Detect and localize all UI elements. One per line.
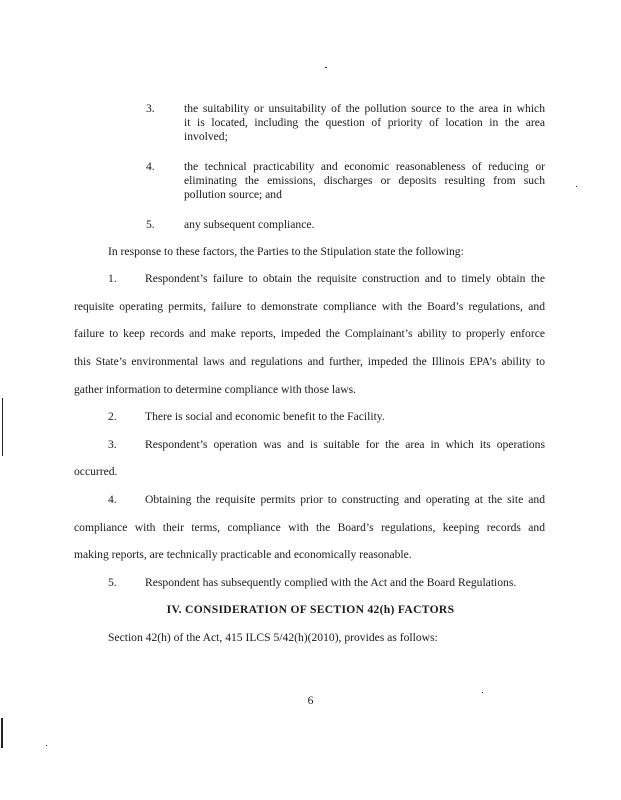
para-line: occurred. (74, 465, 118, 478)
list-line: eliminating the emissions, discharges or deposits resulting from such (184, 174, 545, 187)
para-number: 2. (108, 410, 117, 423)
list-line: it is located, including the question of priority of location in the area (184, 116, 545, 129)
para-line: failure to keep records and make reports, impeded the Complainant’s ability to properly enforce (74, 327, 545, 340)
para-number: 4. (108, 493, 117, 506)
para-line: There is social and economic benefit to the Facility. (145, 410, 385, 423)
scan-speck (482, 692, 483, 693)
list-line: involved; (184, 130, 228, 143)
list-line: the suitability or unsuitability of the pollution source to the area in which (184, 102, 545, 115)
scan-speck (576, 186, 577, 187)
page-number: 6 (307, 694, 314, 707)
para-line: compliance with their terms, compliance with the Board’s regulations, keeping records and (74, 521, 545, 534)
para-line: Obtaining the requisite permits prior to constructing and operating at the site and (145, 493, 545, 506)
intro-text: In response to these factors, the Parties to the Stipulation state the following: (108, 245, 464, 258)
para-line: making reports, are technically practicable and economically reasonable. (74, 548, 412, 561)
para-line: Respondent’s operation was and is suitable for the area in which its operations (145, 438, 545, 451)
scan-speck (1, 718, 3, 748)
scan-speck (46, 745, 47, 746)
para-line: gather information to determine compliance with those laws. (74, 383, 357, 396)
list-number: 4. (146, 160, 155, 173)
para-line: Respondent’s failure to obtain the requisite construction and to timely obtain the (145, 272, 545, 285)
para-line: Respondent has subsequently complied with the Act and the Board Regulations. (145, 576, 517, 589)
list-line: any subsequent compliance. (184, 218, 315, 231)
section-intro: Section 42(h) of the Act, 415 ILCS 5/42(h)(2010), provides as follows: (108, 631, 438, 644)
list-number: 5. (146, 218, 155, 231)
list-line: pollution source; and (184, 188, 282, 201)
para-line: this State’s environmental laws and regulations and further, impeded the Illinois EPA’s ability to (74, 355, 545, 368)
para-number: 5. (108, 576, 117, 589)
para-number: 3. (108, 438, 117, 451)
para-number: 1. (108, 272, 117, 285)
section-heading: IV. CONSIDERATION OF SECTION 42(h) FACTORS (166, 603, 455, 616)
list-number: 3. (146, 102, 155, 115)
scan-speck (2, 398, 3, 456)
para-line: requisite operating permits, failure to demonstrate compliance with the Board’s regulations, and (74, 300, 545, 313)
scan-speck (325, 67, 327, 68)
list-line: the technical practicability and economic reasonableness of reducing or (184, 160, 545, 173)
